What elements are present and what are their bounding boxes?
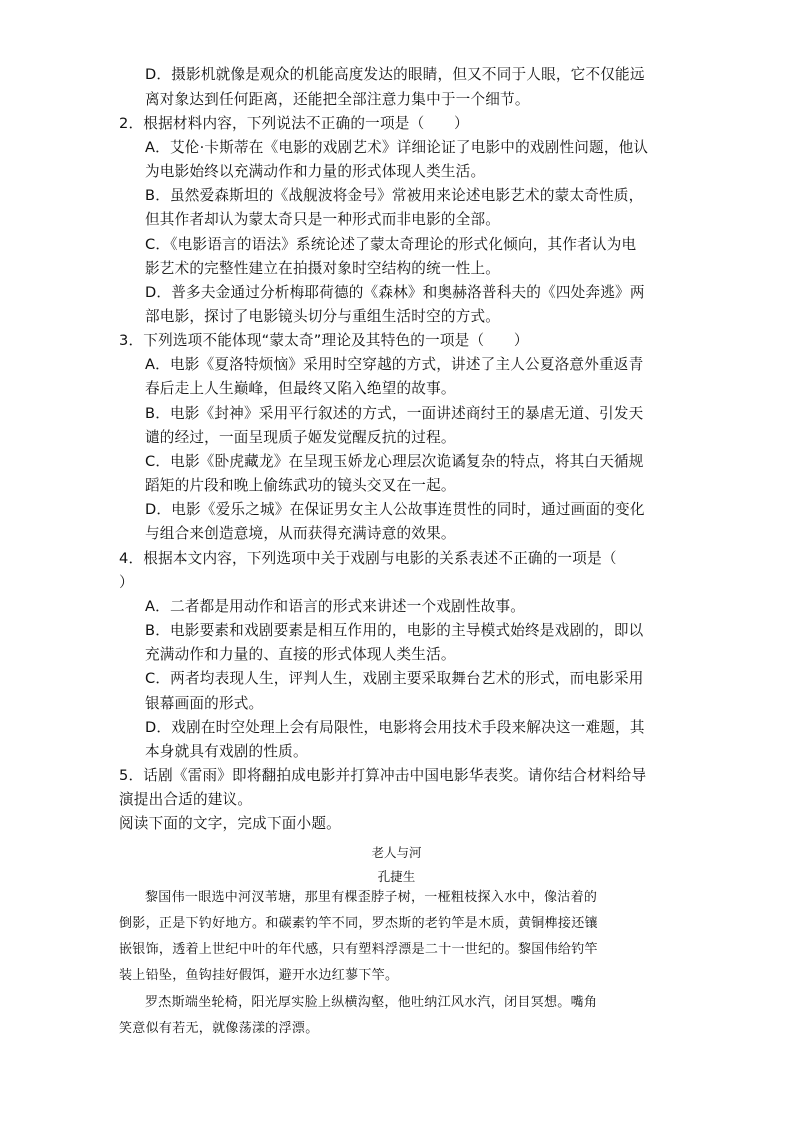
story-line: 倒影，正是下钓好地方。和碳素钓竿不同，罗杰斯的老钓竿是木质，黄铜榫接还镶 <box>119 916 598 931</box>
option-4a: A．二者都是用动作和语言的形式来讲述一个戏剧性故事。 <box>145 598 526 615</box>
option-2b: B．虽然爱森斯坦的《战舰波将金号》常被用来论述电影艺术的蒙太奇性质， <box>145 187 644 204</box>
story-line: 嵌银饰，透着上世纪中叶的年代感，只有塑料浮漂是二十一世纪的。黎国伟给钓竿 <box>119 942 598 957</box>
option-2d: D．普多夫金通过分析梅耶荷德的《森林》和奥赫洛普科夫的《四处奔逃》两 <box>145 284 645 301</box>
text-line: 演提出合适的建议。 <box>119 791 253 808</box>
text-line: 为电影始终以充满动作和力量的形式体现人类生活。 <box>145 163 486 180</box>
text-line: 本身就具有戏剧的性质。 <box>145 743 308 760</box>
text-line: 部电影，探讨了电影镜头切分与重组生活时空的方式。 <box>145 308 501 325</box>
question-4: 4．根据本文内容，下列选项中关于戏剧与电影的关系表述不正确的一项是（ <box>119 550 617 567</box>
story-line: 装上铅坠，鱼钩挂好假饵，避开水边红蓼下竿。 <box>119 968 399 983</box>
text-line: 但其作者却认为蒙太奇只是一种形式而非电影的全部。 <box>145 211 501 228</box>
story-line: 罗杰斯端坐轮椅，阳光厚实脸上纵横沟壑，他吐纳江风水汽，闭目冥想。嘴角 <box>145 995 598 1010</box>
option-4d: D．戏剧在时空处理上会有局限性，电影将会用技术手段来解决这一难题，其 <box>145 719 645 736</box>
story-line: 黎国伟一眼选中河汊苇塘，那里有棵歪脖子树，一桠粗枝探入水中，像沽着的 <box>145 890 598 905</box>
text-line: 银幕画面的形式。 <box>145 695 264 712</box>
story-title: 老人与河 <box>371 845 422 860</box>
text-line: 离对象达到任何距离，还能把全部注意力集中于一个细节。 <box>145 91 530 108</box>
text-line: ） <box>119 574 134 591</box>
text-line: D．摄影机就像是观众的机能高度发达的眼睛，但又不同于人眼，它不仅能远 <box>145 66 645 83</box>
text-line: 影艺术的完整性建立在拍摄对象时空结构的统一性上。 <box>145 260 501 277</box>
story-line: 笑意似有若无，就像荡漾的浮漂。 <box>119 1021 319 1036</box>
text-line: 与组合来创造意境，从而获得充满诗意的效果。 <box>145 525 456 542</box>
option-3a: A．电影《夏洛特烦恼》采用时空穿越的方式，讲述了主人公夏洛意外重返青 <box>145 356 644 373</box>
option-2c: C．《电影语言的语法》系统论述了蒙太奇理论的形式化倾向，其作者认为电 <box>145 236 637 253</box>
question-5: 5．话剧《雷雨》即将翻拍成电影并打算冲击中国电影华表奖。请你结合材料给导 <box>119 767 647 784</box>
text-line: 谴的经过，一面呈现质子姬发觉醒反抗的过程。 <box>145 429 456 446</box>
question-3: 3．下列选项不能体现“蒙太奇”理论及其特色的一项是（ ） <box>119 332 529 349</box>
option-3c: C．电影《卧虎藏龙》在呈现玉娇龙心理层次诡谲复杂的特点，将其白天循规 <box>145 453 644 470</box>
option-4c: C．两者均表现人生，评判人生，戏剧主要采取舞台艺术的形式，而电影采用 <box>145 670 644 687</box>
option-2a: A．艾伦·卡斯蒂在《电影的戏剧艺术》详细论证了电影中的戏剧性问题，他认 <box>145 139 649 156</box>
question-2: 2．根据材料内容，下列说法不正确的一项是（ ） <box>119 115 469 132</box>
option-3d: D．电影《爱乐之城》在保证男女主人公故事连贯性的同时，通过画面的变化 <box>145 501 645 518</box>
story-author: 孔捷生 <box>377 869 416 884</box>
text-line: 蹈矩的片段和晚上偷练武功的镜头交叉在一起。 <box>145 477 456 494</box>
text-line: 充满动作和力量的、直接的形式体现人类生活。 <box>145 646 456 663</box>
reading-instruction: 阅读下面的文字，完成下面小题。 <box>119 815 341 832</box>
option-3b: B．电影《封神》采用平行叙述的方式，一面讲述商纣王的暴虐无道、引发天 <box>145 405 644 422</box>
option-4b: B．电影要素和戏剧要素是相互作用的，电影的主导模式始终是戏剧的，即以 <box>145 622 644 639</box>
text-line: 春后走上人生巅峰，但最终又陷入绝望的故事。 <box>145 380 456 397</box>
